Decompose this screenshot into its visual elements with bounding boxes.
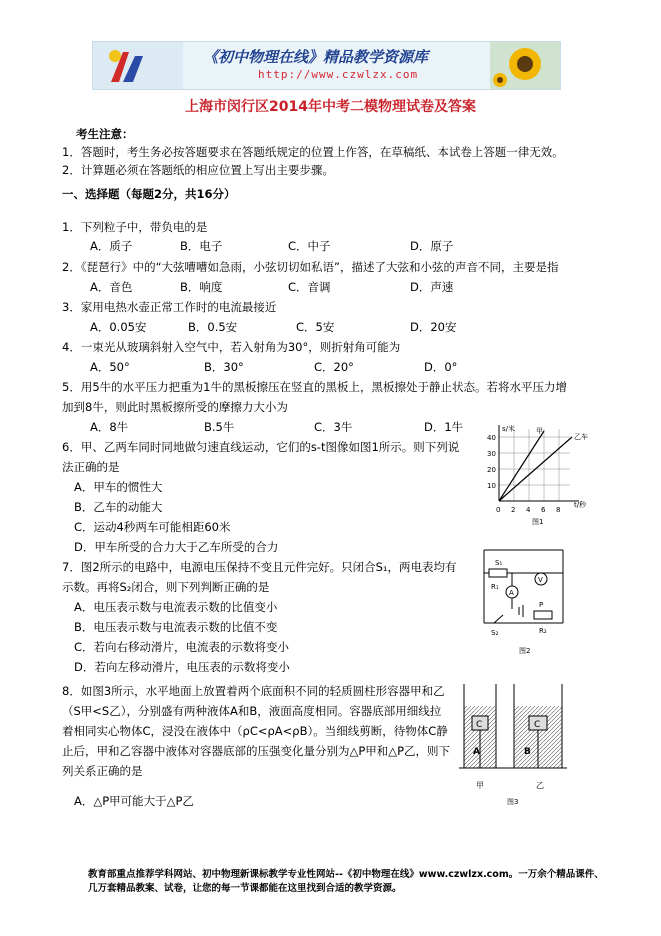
question-2: 2．《琵琶行》中的“大弦嘈嘈如急雨，小弦切切如私语”，描述了大弦和小弦的声音不同，主要是指 (62, 260, 559, 274)
option: C．运动4秒两车可能相距60米 (74, 520, 231, 534)
question-5-cont: 加到8牛，则此时黑板擦所受的摩擦力大小为 (62, 400, 288, 414)
fig2-label: P (539, 601, 544, 609)
option: C．音调 (288, 280, 331, 294)
question-8: 8．如图3所示，水平地面上放置着两个底面积不同的轻质圆柱形容器甲和乙 (62, 684, 445, 698)
option: D．甲车所受的合力大于乙车所受的合力 (74, 540, 279, 554)
notice-heading: 考生注意： (76, 127, 134, 141)
option: A．50° (90, 360, 130, 374)
option: D．0° (424, 360, 458, 374)
question-3: 3．家用电热水壶正常工作时的电流最接近 (62, 300, 277, 314)
option: A．质子 (90, 239, 133, 253)
option: A．甲车的惯性大 (74, 480, 163, 494)
fig1-ylabel: s/米 (502, 425, 516, 433)
question-7: 7．图2所示的电路中，电源电压保持不变且元件完好。只闭合S₁，两电表均有 (62, 560, 457, 574)
fig1-ytick: 30 (487, 450, 496, 458)
banner-url[interactable]: http://www.czwlzx.com (258, 68, 419, 81)
fig1-ytick: 20 (487, 466, 496, 474)
option: A．△P甲可能大于△P乙 (74, 794, 194, 808)
option: C．中子 (288, 239, 331, 253)
question-6-cont: 法正确的是 (62, 460, 120, 474)
fig1-xtick: 2 (511, 506, 516, 514)
option: B．响度 (180, 280, 223, 294)
fig2-label: R₁ (491, 583, 499, 591)
fig1-xtick: 8 (556, 506, 561, 514)
question-8-cont: 止后，甲和乙容器中液体对容器底部的压强变化量分别为△P甲和△P乙，则下 (62, 744, 451, 758)
fig2-label: R₂ (539, 627, 547, 635)
fig1-series-label: 甲 (536, 427, 543, 435)
option: A．8牛 (90, 420, 129, 434)
option: B．电子 (180, 239, 223, 253)
option: C．若向右移动滑片，电流表的示数将变小 (74, 640, 290, 654)
fig2-label: S₂ (491, 629, 499, 637)
fig1-ytick: 40 (487, 434, 496, 442)
figure-2-circuit (479, 545, 569, 657)
question-8-cont: 列关系正确的是 (62, 764, 143, 778)
figure-3-containers (459, 682, 569, 808)
fig3-caption: 图3 (507, 798, 519, 806)
notice-item: 2．计算题必须在答题纸的相应位置上写出主要步骤。 (62, 163, 334, 177)
fig2-label: A (509, 589, 514, 597)
option: C．3牛 (314, 420, 353, 434)
fig3-liquid: B (524, 747, 531, 757)
question-7-cont: 示数。再将S₂闭合，则下列判断正确的是 (62, 580, 270, 594)
banner-title: 《初中物理在线》精品教学资源库 (203, 48, 429, 66)
page-title: 上海市闵行区2014年中考二模物理试卷及答案 (185, 99, 476, 115)
fig1-xtick: 4 (526, 506, 531, 514)
question-5: 5．用5牛的水平压力把重为1牛的黑板擦压在竖直的黑板上，黑板擦处于静止状态。若将水平压力增 (62, 380, 567, 394)
question-6: 6．甲、乙两车同时同地做匀速直线运动，它们的s-t图像如图1所示。则下列说 (62, 440, 460, 454)
option: B．乙车的动能大 (74, 500, 163, 514)
option: A．0.05安 (90, 320, 147, 334)
fig1-caption: 图1 (532, 518, 544, 526)
fig2-label: V (538, 576, 543, 584)
section-heading: 一、选择题（每题2分，共16分） (62, 187, 236, 201)
question-1: 1．下列粒子中，带负电的是 (62, 220, 208, 234)
option: C．5安 (296, 320, 335, 334)
fig1-xtick: 6 (541, 506, 546, 514)
question-8-cont: （S甲<S乙），分别盛有两种液体A和B，液面高度相同。容器底部用细线拉 (62, 704, 442, 718)
option: A．电压表示数与电流表示数的比值变小 (74, 600, 278, 614)
option: B．0.5安 (188, 320, 238, 334)
fig1-xlabel: t/秒 (574, 501, 587, 509)
option: D．1牛 (424, 420, 464, 434)
footer-line: 教育部重点推荐学科网站、初中物理新课标教学专业性网站--《初中物理在线》www.czwlzx.com。一万余个精品课件、 (88, 869, 604, 880)
option: B.5牛 (204, 420, 235, 434)
footer-line: 几万套精品教案、试卷，让您的每一节课都能在这里找到合适的教学资源。 (88, 883, 402, 894)
question-4: 4．一束光从玻璃斜射入空气中，若入射角为30°，则折射角可能为 (62, 340, 401, 354)
fig2-label: S₁ (495, 559, 503, 567)
option: D．原子 (410, 239, 454, 253)
fig3-liquid: A (473, 747, 480, 757)
option: A．音色 (90, 280, 133, 294)
fig3-object: C (534, 720, 541, 730)
sunflower-icon (490, 42, 560, 89)
option: C．20° (314, 360, 354, 374)
fig3-label: 甲 (476, 781, 484, 790)
site-banner (92, 41, 561, 90)
option: D．若向左移动滑片，电压表的示数将变小 (74, 660, 290, 674)
option: B．30° (204, 360, 244, 374)
notice-item: 1．答题时，考生务必按答题要求在答题纸规定的位置上作答，在草稿纸、本试卷上答题一律无效。 (62, 145, 564, 159)
site-logo-icon (93, 42, 183, 89)
fig1-xtick: 0 (496, 506, 501, 514)
fig1-ytick: 10 (487, 482, 496, 490)
fig3-object: C (476, 720, 483, 730)
fig2-caption: 图2 (519, 647, 531, 655)
option: D．20安 (410, 320, 457, 334)
fig3-label: 乙 (536, 781, 544, 790)
figure-1-st-graph (484, 423, 594, 528)
option: B．电压表示数与电流表示数的比值不变 (74, 620, 278, 634)
fig1-series-label: 乙车 (574, 433, 588, 441)
option: D．声速 (410, 280, 454, 294)
question-8-cont: 着相同实心物体C，浸没在液体中（ρC<ρA<ρB）。当细线剪断，待物体C静 (62, 724, 448, 738)
